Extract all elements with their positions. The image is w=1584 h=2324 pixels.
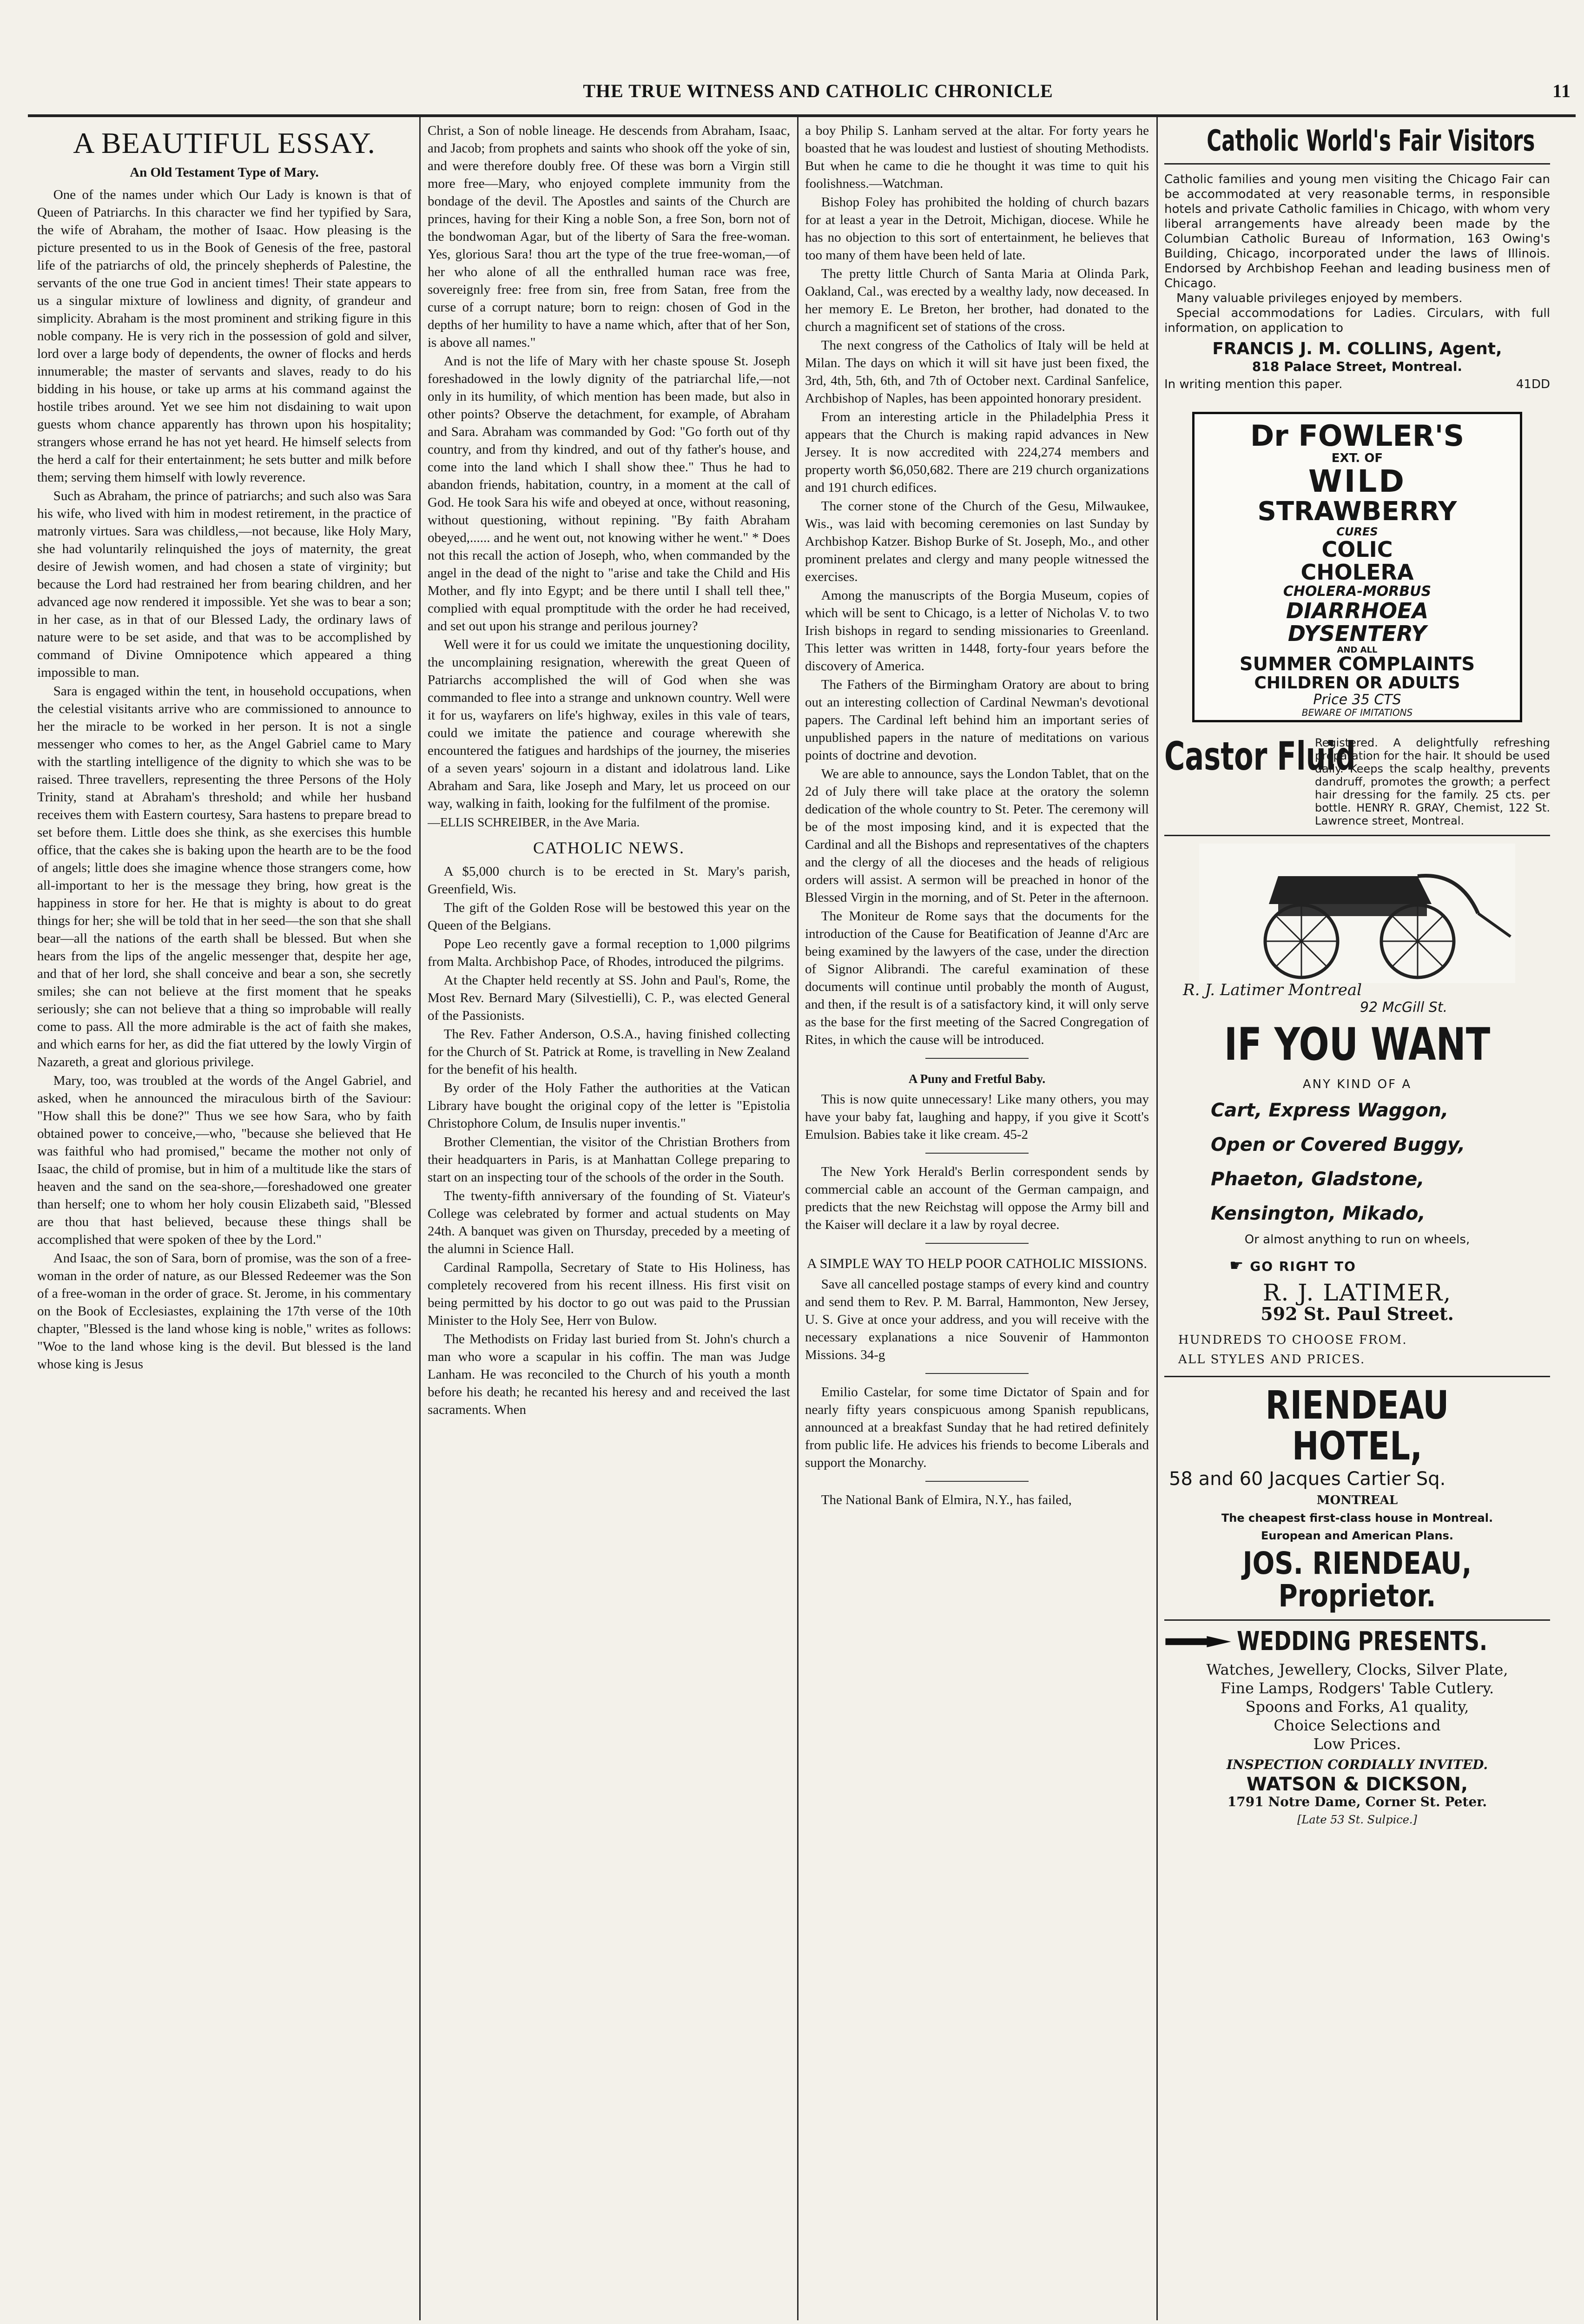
latimer-go-text: GO RIGHT TO bbox=[1250, 1258, 1356, 1274]
latimer-street: 592 St. Paul Street. bbox=[1261, 1303, 1454, 1324]
latimer-ad bbox=[1164, 844, 1550, 1368]
column-2 bbox=[428, 122, 790, 2320]
castor-ad bbox=[1164, 733, 1550, 828]
latimer-sign-address: 92 McGill St. bbox=[1360, 999, 1448, 1016]
column-rule bbox=[797, 117, 799, 2320]
essay-title: A BEAUTIFUL ESSAY. bbox=[73, 126, 376, 159]
essay-paragraph: Such as Abraham, the prince of patriarchs; and such also was Sara his wife, who lived with him in modest retirement, in the practice of matronly virtues. Sara was childless,—not because, like Holy Mary, she had voluntarily relinquished the joys of maternity, the great desire of Jewish women, and had chosen a state of virginity; but because the Lord had restrained her from bearing children, and her advanced age now rendered it impossible. Yet she was to bear a son; in her case, as in that of our Blessed Lady, the ordinary laws of nature were to be set aside, and that was to be accomplished by command of Divine Omnipotence which appeared a thing impossible to man. bbox=[37, 489, 411, 680]
fowler-line: Price 35 CTS bbox=[1313, 692, 1401, 708]
wedding-header bbox=[1164, 1628, 1550, 1656]
news-title: CATHOLIC NEWS. bbox=[533, 838, 685, 857]
wedding-line: Fine Lamps, Rodgers' Table Cutlery. bbox=[1220, 1679, 1494, 1697]
essay-attribution: —ELLIS SCHREIBER, in the Ave Maria. bbox=[428, 815, 640, 829]
news-item: We are able to announce, says the London Tablet, that on the 2d of July there will take place at the oratory the solemn dedication of the whole country to St. Peter. The ceremony will be of the most imposing kind, and it is expected that the Cardinal and all the Bishops and representatives of the chapters and the clergy of all the dioceses and the heads of religious orders will assist. A sermon will be preached in honor of the Blessed Virgin in the morning, and of St. Peter in the afternoon. bbox=[805, 766, 1149, 905]
essay-paragraph: And is not the life of Mary with her chaste spouse St. Joseph foreshadowed in the lowly dignity of the patriarchal life,—not only in its humility, of which mention has been made, but also in other points? Observe the detachment, for example, of Abraham and Sara. Abraham was commanded by God: "Go forth out of thy country, and from thy kindred, and out of thy father's house, and come into the land which I shall show thee." Thus he had to abandon friends, habitation, country, in a moment at the call of God. He took Sara his wife and obeyed at once, without reasoning, without questioning, without repining. "By faith Abraham obeyed,...... and he went out, not knowing wither he went." * Does not this recall the action of Joseph, who, when commanded by the angel in the dead of the night to "arise and take the Child and His Mother, and fly into Egypt; and be there until I shall tell thee," complied with equal promptitude with the order he had received, and set out upon his strange and perilous journey? bbox=[428, 354, 790, 634]
fowler-line: BEWARE OF IMITATIONS bbox=[1301, 706, 1413, 718]
pointing-hand-icon bbox=[1164, 1630, 1232, 1654]
fowler-line: WILD bbox=[1308, 463, 1406, 500]
page-number: 11 bbox=[1552, 80, 1571, 101]
news-item: Bishop Foley has prohibited the holding of church bazars for at least a year in the Detroit, Michigan, diocese. While he has no objection to this sort of entertainment, he believes that too many of them have been held of late. bbox=[805, 195, 1149, 263]
news-item: The New York Herald's Berlin correspondent sends by commercial cable an account of the German campaign, and predicts that the new Reichstag will oppose the Army bill and the Kaiser will declare it a law by royal decree. bbox=[805, 1164, 1149, 1232]
column-4-ads bbox=[1164, 122, 1550, 2320]
fowler-line: EXT. OF bbox=[1331, 451, 1383, 466]
divider bbox=[925, 1058, 1029, 1059]
news-item: Among the manuscripts of the Borgia Museum, copies of which will be sent to Chicago, is a letter of Nicholas V. to two Irish bishops in regard to sending missionaries to Greenland. This letter was written in 1448, forty-four years before the discovery of America. bbox=[805, 588, 1149, 673]
fowler-line: AND ALL bbox=[1337, 645, 1378, 655]
news-item: The Rev. Father Anderson, O.S.A., having finished collecting for the Church of St. Patrick at Rome, is travelling in New Zealand for the benefit of his health. bbox=[428, 1027, 790, 1077]
fowler-line: CHOLERA bbox=[1300, 560, 1414, 585]
worlds-fair-privileges: Many valuable privileges enjoyed by members. bbox=[1176, 291, 1463, 306]
latimer-go bbox=[1229, 1257, 1550, 1275]
news-item: a boy Philip S. Lanham served at the altar. For forty years he boasted that he was loudest and lustiest of shouting Methodists. But when he came to die he thought it was time to quit his foolishness.—Watchman. bbox=[805, 123, 1149, 191]
wedding-firm: WATSON & DICKSON, bbox=[1246, 1773, 1468, 1795]
latimer-name: R. J. LATIMER, bbox=[1262, 1279, 1452, 1306]
worlds-fair-mention: In writing mention this paper. bbox=[1164, 377, 1343, 392]
divider bbox=[925, 1481, 1029, 1482]
vehicle-line: Open or Covered Buggy, bbox=[1211, 1134, 1465, 1155]
latimer-hundreds: HUNDREDS TO CHOOSE FROM. bbox=[1178, 1333, 1407, 1347]
carriage-illustration bbox=[1199, 844, 1515, 983]
worlds-fair-ad bbox=[1164, 125, 1550, 393]
news-item: By order of the Holy Father the authorities at the Vatican Library have bought the original copy of the letter is "Epistolia Christophore Colum, de Insulis nuper inventis." bbox=[428, 1081, 790, 1131]
wedding-title: WEDDING PRESENTS. bbox=[1237, 1626, 1488, 1657]
wedding-invite: INSPECTION CORDIALLY INVITED. bbox=[1226, 1756, 1488, 1772]
news-item: The Moniteur de Rome says that the documents for the introduction of the Cause for Beatification of Jeanne d'Arc are being examined by the lawyers of the case, under the direction of Signor Alibrandi. The careful examination of these documents will continue until probably the month of August, and then, if the result is of a satisfactory kind, it will only serve as the base for the first meeting of the Sacred Congregation of Rites, in which the cause will be introduced. bbox=[805, 909, 1149, 1047]
fowler-line: CHILDREN OR ADULTS bbox=[1254, 673, 1460, 693]
essay-subtitle: An Old Testament Type of Mary. bbox=[130, 165, 319, 180]
divider bbox=[925, 1153, 1029, 1154]
riendeau-title: RIENDEAU HOTEL, bbox=[1265, 1382, 1449, 1469]
news-item: A $5,000 church is to be erected in St. Mary's parish, Greenfield, Wis. bbox=[428, 864, 790, 897]
news-item: From an interesting article in the Philadelphia Press it appears that the Church is making rapid advances in New Jersey. It is now accredited with 224,274 members and property worth $6,050,682. There are 219 church organizations and 191 church edifices. bbox=[805, 409, 1149, 495]
news-item: The gift of the Golden Rose will be bestowed this year on the Queen of the Belgians. bbox=[428, 900, 790, 933]
essay-paragraph: And Isaac, the son of Sara, born of promise, was the son of a free-woman in the order of nature, as our Blessed Redeemer was the Son of a free-woman in the order of grace. St. Jerome, in his commentary on the Book of Ecclesiastes, explaining the 17th verse of the 10th chapter, "Blessed is the land whose king is noble," writes as follows: "Woe to the land whose king is the devil. But blessed is the land whose king is Jesus bbox=[37, 1251, 411, 1372]
worlds-fair-title: Catholic World's Fair Visitors bbox=[1207, 124, 1535, 158]
column-1 bbox=[37, 122, 411, 2320]
divider bbox=[925, 1373, 1029, 1374]
riendeau-city: MONTREAL bbox=[1316, 1493, 1398, 1508]
riendeau-plans: European and American Plans. bbox=[1261, 1529, 1453, 1543]
news-item: Pope Leo recently gave a formal reception to 1,000 pilgrims from Malta. Archbishop Pace, of Rhodes, introduced the pilgrims. bbox=[428, 937, 790, 969]
wedding-line: Choice Selections and bbox=[1274, 1716, 1441, 1734]
riendeau-cheapest: The cheapest first-class house in Montreal. bbox=[1221, 1512, 1493, 1525]
fowler-line: Dr FOWLER'S bbox=[1250, 419, 1465, 453]
wedding-street: 1791 Notre Dame, Corner St. Peter. bbox=[1227, 1794, 1487, 1809]
castor-body: Registered. A delightfully refreshing preparation for the hair. It should be used daily. Keeps the scalp healthy, prevents dandruff, promotes the growth; a perfect hair dressing for the family. 25 cts. per bottle. HENRY R. GRAY, Chemist, 122 St. Lawrence street, Montreal. bbox=[1315, 736, 1550, 828]
worlds-fair-body: Catholic families and young men visiting the Chicago Fair can be accommodated at very reasonable terms, in responsible hotels and private Catholic families in Chicago, with whom very liberal arrangements have already been made by the Columbian Catholic Bureau of Information, 163 Owing's Building, Chicago, incorporated under the laws of Illinois. Endorsed by Archbishop Feehan and leading business men of Chicago. bbox=[1164, 172, 1550, 291]
fowler-line: SUMMER COMPLAINTS bbox=[1239, 654, 1475, 675]
news-item: This is now quite unnecessary! Like many others, you may have your baby fat, laughing and happy, if you give it Scott's Emulsion. Babies take it like cream. 45-2 bbox=[805, 1092, 1149, 1142]
news-item: The Methodists on Friday last buried from St. John's church a man who wore a scapular in his coffin. The man was Judge Lanham. He was reconciled to the Church of his youth a month before his death; he recanted his heresy and and received the last sacraments. When bbox=[428, 1332, 790, 1417]
masthead-rule bbox=[28, 114, 1576, 117]
wedding-line: Low Prices. bbox=[1313, 1735, 1401, 1753]
latimer-sign bbox=[1183, 981, 1531, 999]
essay-paragraph: Mary, too, was troubled at the words of the Angel Gabriel, and asked, when he announced the miraculous birth of the Saviour: "How shall this be done?" Thus we see how Sara, who by faith obtained power to conceive,—who, "because she believed that He was faithful who had promised," became the mother not only of Isaac, the child of promise, but in him of a multitude like the stars of heaven and the sand on the sea-shore,—foreshadowed one greater than herself; one to whom her holy cousin Elizabeth said, "Blessed are thou that hast believed, because these things shall be accomplished that were spoken of thee by the Lord." bbox=[37, 1073, 411, 1247]
newspaper-title: THE TRUE WITNESS AND CATHOLIC CHRONICLE bbox=[583, 80, 1053, 101]
divider bbox=[925, 1243, 1029, 1244]
pointing-hand-icon: ☛ bbox=[1229, 1256, 1245, 1275]
vehicle-line: Phaeton, Gladstone, bbox=[1211, 1168, 1425, 1190]
latimer-sign-text: R. J. Latimer Montreal bbox=[1183, 981, 1362, 1000]
news-item: At the Chapter held recently at SS. John and Paul's, Rome, the Most Rev. Bernard Mary (Silvestielli), C. P., was elected General of the Passionists. bbox=[428, 973, 790, 1023]
news-item: The corner stone of the Church of the Gesu, Milwaukee, Wis., was laid with becoming ceremonies on last Sunday by Archbishop Katzer. Bishop Burke of St. Joseph, Mo., and other prominent prelates and clergy and many people witnessed the exercises. bbox=[805, 499, 1149, 584]
news-item: Save all cancelled postage stamps of every kind and country and send them to Rev. P. M. Barral, Hammonton, New Jersey, U. S. Give at once your address, and you will receive with the necessary explanations a nice Souvenir of Hammonton Missions. 34-g bbox=[805, 1277, 1149, 1362]
castor-title: Castor Fluid bbox=[1164, 733, 1356, 779]
essay-paragraph: Well were it for us could we imitate the unquestioning docility, the uncomplaining resignation, wherewith the great Queen of Patriarchs accomplished the will of God when she was commanded to flee into a strange and unknown country. Well were it for us, wayfarers on life's highway, exiles in this vale of tears, could we imitate the patience and courage wherewith she encountered the fatigues and hardships of the journey, the miseries of a seven years' sojourn in a distant and idolatrous land. Like Abraham and Sara, like Joseph and Mary, let us proceed on our way, walking in faith, looking for the fulfilment of the promise. bbox=[428, 637, 790, 811]
wedding-line: Spoons and Forks, A1 quality, bbox=[1245, 1697, 1469, 1716]
fowler-line: COLIC bbox=[1321, 536, 1393, 562]
riendeau-ad bbox=[1164, 1382, 1550, 1614]
vehicle-line: Kensington, Mikado, bbox=[1211, 1202, 1426, 1224]
worlds-fair-ladies: Special accommodations for Ladies. Circulars, with full information, on application to bbox=[1164, 306, 1550, 336]
essay-paragraph: One of the names under which Our Lady is known is that of Queen of Patriarchs. In this character we find her typified by Sara, the wife of Abraham, the mother of Isaac. How pleasing is the picture presented to us in the Book of Genesis of the free, pastoral life of the patriarchs of old, the princely shepherds of Palestine, the servants of the one true God in ancient times! Their state appears to us a singular mixture of lowliness and dignity, of grandeur and simplicity. Abraham is the most prominent and striking figure in this noble company. He is very rich in the possession of gold and silver, lord over a large body of dependents, the owner of flocks and herds innumerable; the master of servants and slaves, ready to do his bidding in his house, or take up arms at his command against the hostile tribes around. Yet we see him not disdaining to wait upon guests whom chance apparently has thrown upon his hospitality; strangers whose errand he has not yet heard. He himself selects from the herd a calf for their entertainment; he sets butter and milk before them; serving them himself with lowly reverence. bbox=[37, 187, 411, 485]
news-item: Emilio Castelar, for some time Dictator of Spain and for nearly fifty years conspicuous among Spanish republicans, announced at a breakfast Sunday that he had retired definitely from public life. He advices his friends to become Liberals and support the Monarchy. bbox=[805, 1385, 1149, 1470]
news-item: The twenty-fifth anniversary of the founding of St. Viateur's College was celebrated by former and actual students on May 24th. A banquet was given on Thursday, preceded by a meeting of the alumni in Science Hall. bbox=[428, 1188, 790, 1256]
wedding-ad bbox=[1164, 1628, 1550, 1829]
riendeau-address: 58 and 60 Jacques Cartier Sq. bbox=[1169, 1468, 1446, 1490]
worlds-fair-address: 818 Palace Street, Montreal. bbox=[1252, 359, 1463, 375]
fowler-line: STRAWBERRY bbox=[1257, 496, 1457, 527]
news-item: Brother Clementian, the visitor of the Christian Brothers from their headquarters in Paris, is at Manhattan College preparing to start on an inspecting tour of the schools of the order in the South. bbox=[428, 1135, 790, 1185]
latimer-headline: IF YOU WANT bbox=[1224, 1018, 1491, 1071]
fowler-ad bbox=[1192, 412, 1522, 722]
fowler-line: CURES bbox=[1336, 525, 1378, 538]
fowler-line: DIARRHOEA bbox=[1286, 598, 1429, 623]
worlds-fair-code: 41DD bbox=[1516, 377, 1550, 392]
latimer-wheels: Or almost anything to run on wheels, bbox=[1244, 1232, 1470, 1247]
news-item: The pretty little Church of Santa Maria at Olinda Park, Oakland, Cal., was erected by a wealthy lady, now deceased. In her memory E. Le Breton, her brother, had donated to the church a magnificent set of stations of the cross. bbox=[805, 266, 1149, 334]
latimer-styles: ALL STYLES AND PRICES. bbox=[1178, 1352, 1366, 1367]
vehicle-line: Cart, Express Waggon, bbox=[1211, 1099, 1449, 1121]
essay-paragraph: Christ, a Son of noble lineage. He descends from Abraham, Isaac, and Jacob; from prophets and saints who shook off the yoke of sin, and were therefore doubly free. Of these was born a Virgin still more free—Mary, who enjoyed complete immunity from the bondage of the devil. The Apostles and saints of the Church are princes, having for their King a noble Son, a free Son, born not of the bondwoman Agar, but of the liberty of Sara the free-woman. Yes, glorious Sara! thou art the type of the true free-woman,—of her who alone of all the enthralled human race was free, sovereignly free: free from sin, free from Satan, free from the curse of a corrupt nature; born to reign: chosen of God in the depths of her humility to have a name which, after that of her Son, is above all names." bbox=[428, 123, 790, 350]
worlds-fair-footer bbox=[1164, 376, 1550, 393]
column-3 bbox=[805, 122, 1149, 2320]
news-item: The Fathers of the Birmingham Oratory are about to bring out an interesting collection of Cardinal Newman's devotional papers. The Cardinal left behind him an important series of unpublished papers in the nature of meditations on various points of doctrine and devotion. bbox=[805, 677, 1149, 763]
baby-title: A Puny and Fretful Baby. bbox=[908, 1072, 1046, 1086]
riendeau-proprietor: JOS. RIENDEAU, Proprietor. bbox=[1242, 1545, 1472, 1614]
fowler-line: DYSENTERY bbox=[1287, 621, 1427, 647]
news-item: The next congress of the Catholics of Italy will be held at Milan. The days on which it will sit have just been fixed, the 3rd, 4th, 5th, 6th, and 7th of October next. Cardinal Sanfelice, Archbishop of Naples, has been appointed honorary president. bbox=[805, 338, 1149, 406]
masthead bbox=[28, 70, 1571, 112]
latimer-kind: ANY KIND OF A bbox=[1302, 1077, 1412, 1091]
column-rule bbox=[1156, 117, 1158, 2320]
wedding-line: Watches, Jewellery, Clocks, Silver Plate, bbox=[1206, 1660, 1508, 1678]
essay-paragraph: Sara is engaged within the tent, in household occupations, when the celestial visitants arrive who are commissioned to announce to her the miracle to be worked in her person. It is not a single messenger who comes to her, as the Angel Gabriel came to Mary with the startling intelligence of the dignity to which she was to be raised. Three travellers, representing the three Persons of the Holy Trinity, stand at Abraham's threshold; and while her husband receives them with Eastern courtesy, Sara hastens to prepare bread to set before them. Little does she think, as she exercises this humble office, that the cakes she is baking upon the hearth are to be the food of angels; little does she imagine whence those strangers come, how all-important to her is the message they bring, how great is the happiness in store for her. He that is mighty is about to do great things for her; she will be told that in her seed—the son that she shall bear—all the nations of the earth shall be blessed. But when she hears from the lips of the angelic messenger that, despite her age, and that of her lord, she shall conceive and bear a son, she secretly smiles; she can not believe at the first moment that he speaks seriously; she can not believe that a thing so improbable will really come to pass. All the more admirable is the act of faith she makes, and which earns for her, as did the fiat uttered by the lowly Virgin of Nazareth, a great and glorious privilege. bbox=[37, 684, 411, 1070]
worlds-fair-agent: FRANCIS J. M. COLLINS, Agent, bbox=[1212, 339, 1502, 359]
news-item: Cardinal Rampolla, Secretary of State to His Holiness, has completely recovered from his recent illness. His first visit on being permitted by his doctor to go out was paid to the Prussian Minister to the Holy See, Herr von Bulow. bbox=[428, 1260, 790, 1328]
wedding-late: [Late 53 St. Sulpice.] bbox=[1297, 1813, 1417, 1826]
news-item: The National Bank of Elmira, N.Y., has failed, bbox=[821, 1492, 1072, 1507]
column-rule bbox=[419, 117, 421, 2320]
fowler-line: CHOLERA-MORBUS bbox=[1283, 583, 1432, 600]
missions-title: A SIMPLE WAY TO HELP POOR CATHOLIC MISSIONS. bbox=[807, 1256, 1147, 1271]
